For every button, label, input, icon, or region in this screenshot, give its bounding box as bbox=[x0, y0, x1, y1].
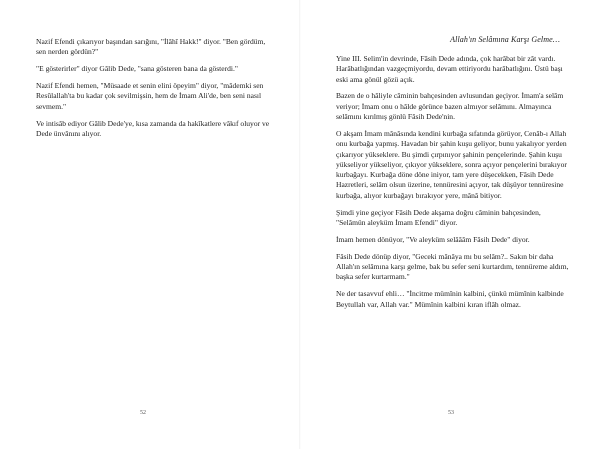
paragraph: Nazif Efendi çıkarıyor başından sarığını, "İlâhî Hakk!" diyor. "Ben gördüm, sen nerden gördün?" bbox=[36, 37, 266, 57]
paragraph: Nazif Efendi hemen, "Müsaade et senin elini öpeyim" diyor, "mâdemki sen Resûlallah'ta bu kadar çok sevilmişsin, hem de İmam Ali'de, ben seni nasıl sevmem." bbox=[36, 81, 264, 111]
paragraph: Ve intisâb ediyor Gâlib Dede'ye, kısa zamanda da hakîkatlere vâkıf oluyor ve Dede ünvânını alıyor. bbox=[36, 118, 270, 138]
left-page-text bbox=[36, 37, 272, 146]
paragraph: Yine III. Selim'in devrinde, Fâsih Dede adında, çok harâbat bir zât vardı. Harâbatlığından vazgeçmiyordu, devam ettiriyordu harâbatlığını. Üstü başı eski ama gönül gözü açık. bbox=[336, 54, 563, 84]
page-number: 52 bbox=[140, 410, 146, 416]
running-head: Allah'ın Selâmına Karşı Gelme… bbox=[450, 35, 560, 44]
paragraph: Bazen de o hâliyle câminin bahçesinden avlusundan geçiyor. İmam'a selâm veriyor; İmam onu o hâlde görünce bazen almıyor selâmını. Almayınca selâmını kırılmış gönlü Fâsih Dede'nin. bbox=[336, 91, 564, 122]
paragraph: O akşam İmam mânâsında kendini kurbağa sıfatında görüyor, Cenâb-ı Allah onu kurbağa yapmış. Havadan bir şahin kuşu geliyor, bunu yakalıyor yerden çıkarıyor yükseklere. Bu şimdi çırpınıyor şahinin pençelerinde. Şahin kuşu yükseliyor yükseliyor, çıkıyor yükseklere, sonra açıyor pençelerini bırakıyor kurbağayı. Kurbağa döne döne iniyor, tam yere düşecekken, Fâsih Dede Hazretleri, selâm olsun üzerine, tennüresini açıyor, tak düşüyor tennüresine kurbağa, alıyor kurbağayı bırakıyor yere, mânâ bitiyor. bbox=[336, 128, 567, 200]
right-page-text bbox=[336, 54, 571, 316]
paragraph: İmam hemen dönüyor, "Ve aleyküm selâââm Fâsih Dede" diyor. bbox=[336, 234, 530, 244]
right-page bbox=[300, 0, 600, 449]
paragraph: Şimdi yine geçiyor Fâsih Dede akşama doğru câminin bahçesinden, "Selâmün aleyküm İmam Efendi" diyor. bbox=[336, 207, 541, 227]
page-number: 53 bbox=[448, 410, 454, 416]
paragraph: Ne der tasavvuf ehli… "İncitme mümînin kalbini, çünkü mümînin kalbinde Beytullah var, Allah var." Mümînin kalbini kıran iflâh olmaz. bbox=[336, 289, 564, 309]
paragraph: "E gösterirler" diyor Gâlib Dede, "sana gösteren bana da gösterdi." bbox=[36, 64, 238, 74]
paragraph: Fâsih Dede dönüp diyor, "Geceki mânâya mı bu selâm?.. Sakın bir daha Allah'ın selâmına karşı gelme, bak bu sefer seni kurtardım, tennüreme aldım, başka sefer kurtarmam." bbox=[336, 251, 569, 282]
